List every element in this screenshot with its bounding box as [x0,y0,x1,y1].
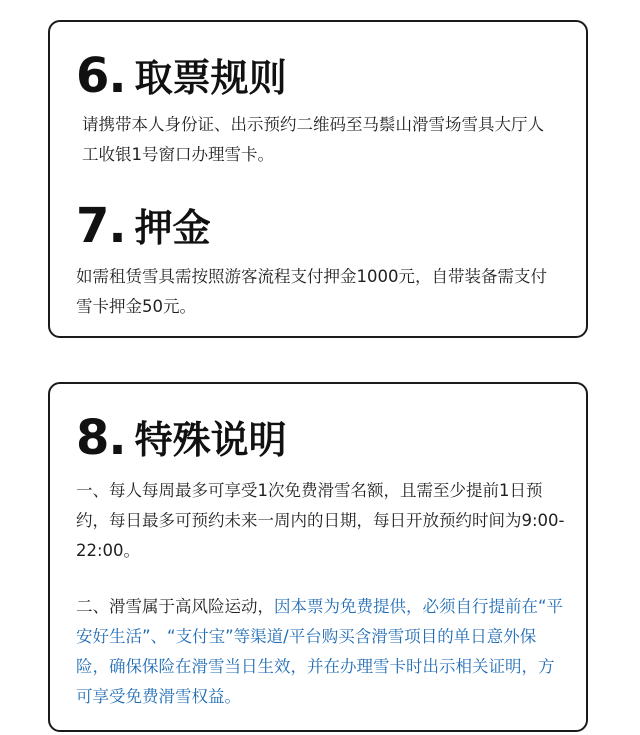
section6-heading [76,48,287,104]
section7-title: 押金 [134,206,211,250]
section8-title: 特殊说明 [134,418,287,462]
section7-dot: . [108,198,127,254]
section6-dot: . [108,48,127,104]
section8-dot: . [108,410,127,466]
section6-number: 6 [76,48,109,104]
section8-para2-insurance-note: 因本票为免费提供，必须自行提前在“平安好生活”、“支付宝”等渠道/平台购买含滑雪项目的单日意外保险，确保保险在滑雪当日生效，并在办理雪卡时出示相关证明，方可享受免费滑雪权益。 [76,597,564,706]
section7-number: 7 [76,198,109,254]
rules-card [48,20,588,338]
section7-heading [76,198,211,254]
section8-para1: 一、每人每周最多可享受1次免费滑雪名额，且需至少提前1日预约，每日最多可预约未来一周内的日期，每日开放预约时间为9:00-22:00。 [76,481,565,560]
special-notes-card [48,382,588,732]
section8-para2 [76,592,566,712]
section8-para2-intro: 二、滑雪属于高风险运动， [76,597,274,616]
section7-body: 如需租赁雪具需按照游客流程支付押金1000元，自带装备需支付雪卡押金50元。 [76,267,547,316]
section6-body: 请携带本人身份证、出示预约二维码至马鬃山滑雪场雪具大厅人工收银1号窗口办理雪卡。 [82,115,544,164]
section8-heading [76,410,287,466]
section6-title: 取票规则 [134,56,287,100]
section8-number: 8 [76,410,109,466]
